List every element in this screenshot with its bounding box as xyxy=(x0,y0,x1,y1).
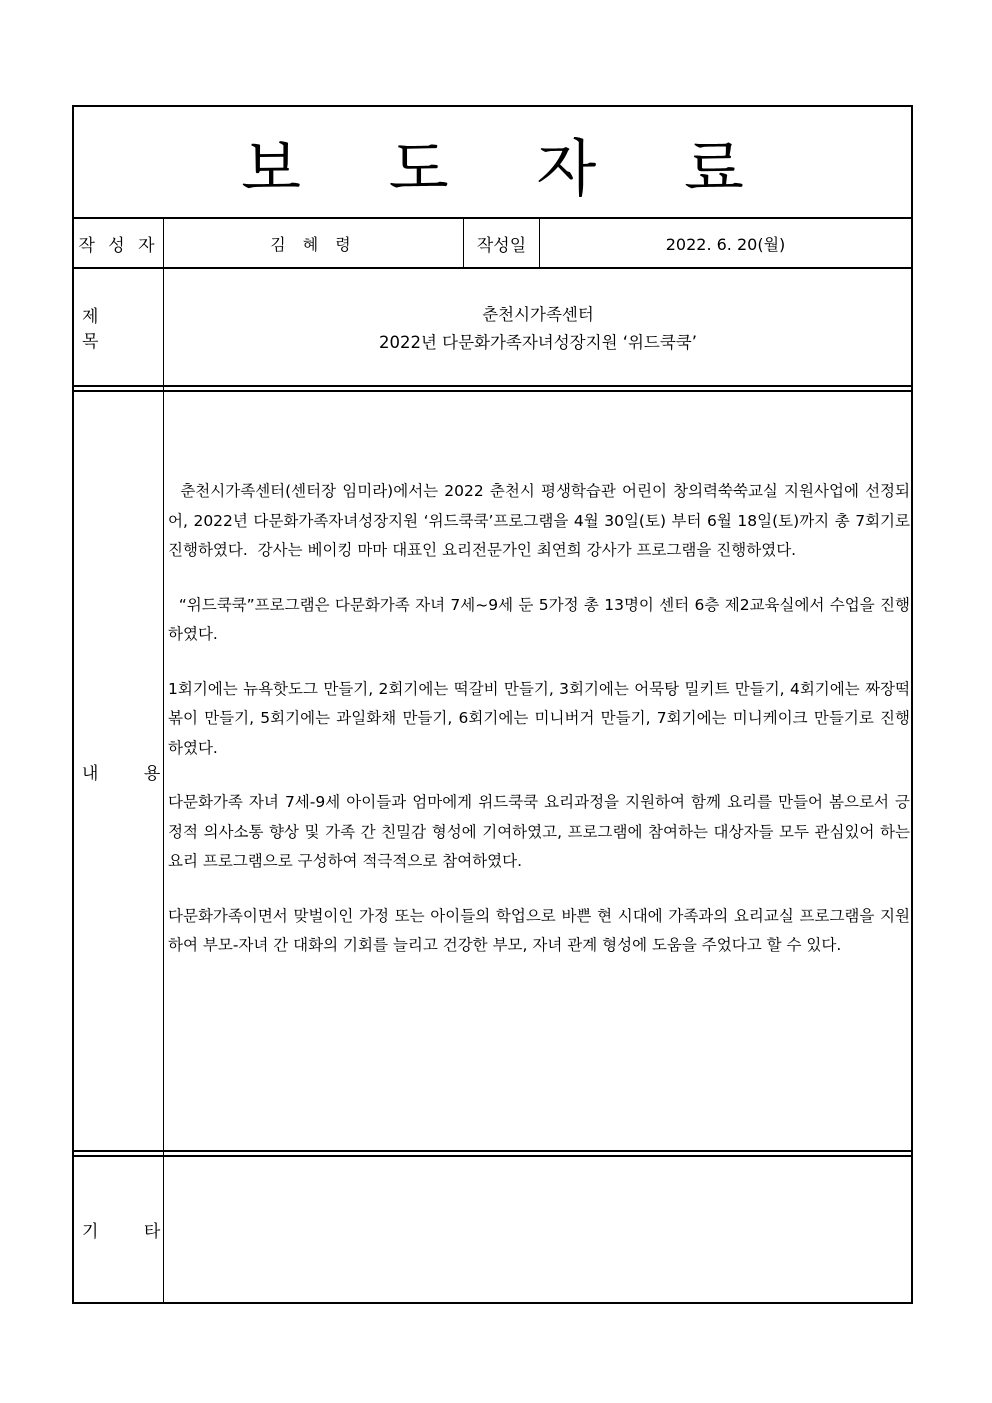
other-label xyxy=(82,1157,162,1302)
content-paragraph: “위드쿡쿡”프로그램은 다문화가족 자녀 7세~9세 둔 5가정 총 13명이 센터 6층 제2교육실에서 수업을 진행하였다. xyxy=(168,595,911,643)
divider xyxy=(74,1150,911,1152)
author-value: 김 혜 령 xyxy=(270,234,357,254)
other-label-text: 기 타 xyxy=(82,1222,161,1242)
content-paragraph: 다문화가족이면서 맞벌이인 가정 또는 아이들의 학업으로 바쁜 현 시대에 가족과의 요리교실 프로그램을 지원하여 부모-자녀 간 대화의 기회를 늘리고 건강한 부모, 자녀 관계 형성에 도움을 주었다고 할 수 있다. xyxy=(168,906,910,954)
other-value xyxy=(164,1157,911,1302)
subject-label-text: 제 목 xyxy=(82,307,99,352)
content-paragraph: 다문화가족 자녀 7세-9세 아이들과 엄마에게 위드쿡쿡 요리과정을 지원하여 함께 요리를 만들어 봄으로서 긍정적 의사소통 향상 및 가족 간 친밀감 형성에 기여하였고, 프로그램에 참여하는 대상자들 모두 관심있어 하는 요리 프로그램으로 구성하여 적극적으로 참여하였다. xyxy=(168,793,910,870)
divider xyxy=(74,390,911,392)
content-label-text: 내 용 xyxy=(82,763,161,784)
subject-value xyxy=(165,270,911,388)
subject-label xyxy=(82,269,158,385)
content-paragraph: 춘천시가족센터(센터장 임미라)에서는 2022 춘천시 평생학습관 어린이 창의력쑥쑥교실 지원사업에 선정되어, 2022년 다문화가족자녀성장지원 ‘위드쿡쿡’프로그램을 4월 30일(토) 부터 6월 18일(토)까지 총 7회기로 진행하였다. 강사는 베이킹 마마 대표인 요리전문가인 최연희 강사가 프로그램을 진행하였다. xyxy=(168,482,915,559)
divider xyxy=(74,267,911,269)
date-label: 작성일 xyxy=(476,235,527,256)
content-label xyxy=(82,392,162,1150)
content-body xyxy=(168,477,915,986)
divider xyxy=(163,218,164,1304)
date-value: 2022. 6. 20(월) xyxy=(665,234,786,254)
content-paragraph: 1회기에는 뉴욕핫도그 만들기, 2회기에는 떡갈비 만들기, 3회기에는 어묵탕 밀키트 만들기, 4회기에는 짜장떡볶이 만들기, 5회기에는 과일화채 만들기, 6회기에는 미니버거 만들기, 7회기에는 미니케이크 만들기로 진행하였다. xyxy=(168,679,910,757)
subject-line-1: 춘천시가족센터 xyxy=(482,305,594,324)
author-label: 작 성 자 xyxy=(78,235,159,256)
press-release-table xyxy=(72,105,913,1304)
document-title: 보 도 자 료 xyxy=(241,131,778,205)
subject-line-2: 2022년 다문화가족자녀성장지원 ‘위드쿡쿡’ xyxy=(379,333,697,352)
